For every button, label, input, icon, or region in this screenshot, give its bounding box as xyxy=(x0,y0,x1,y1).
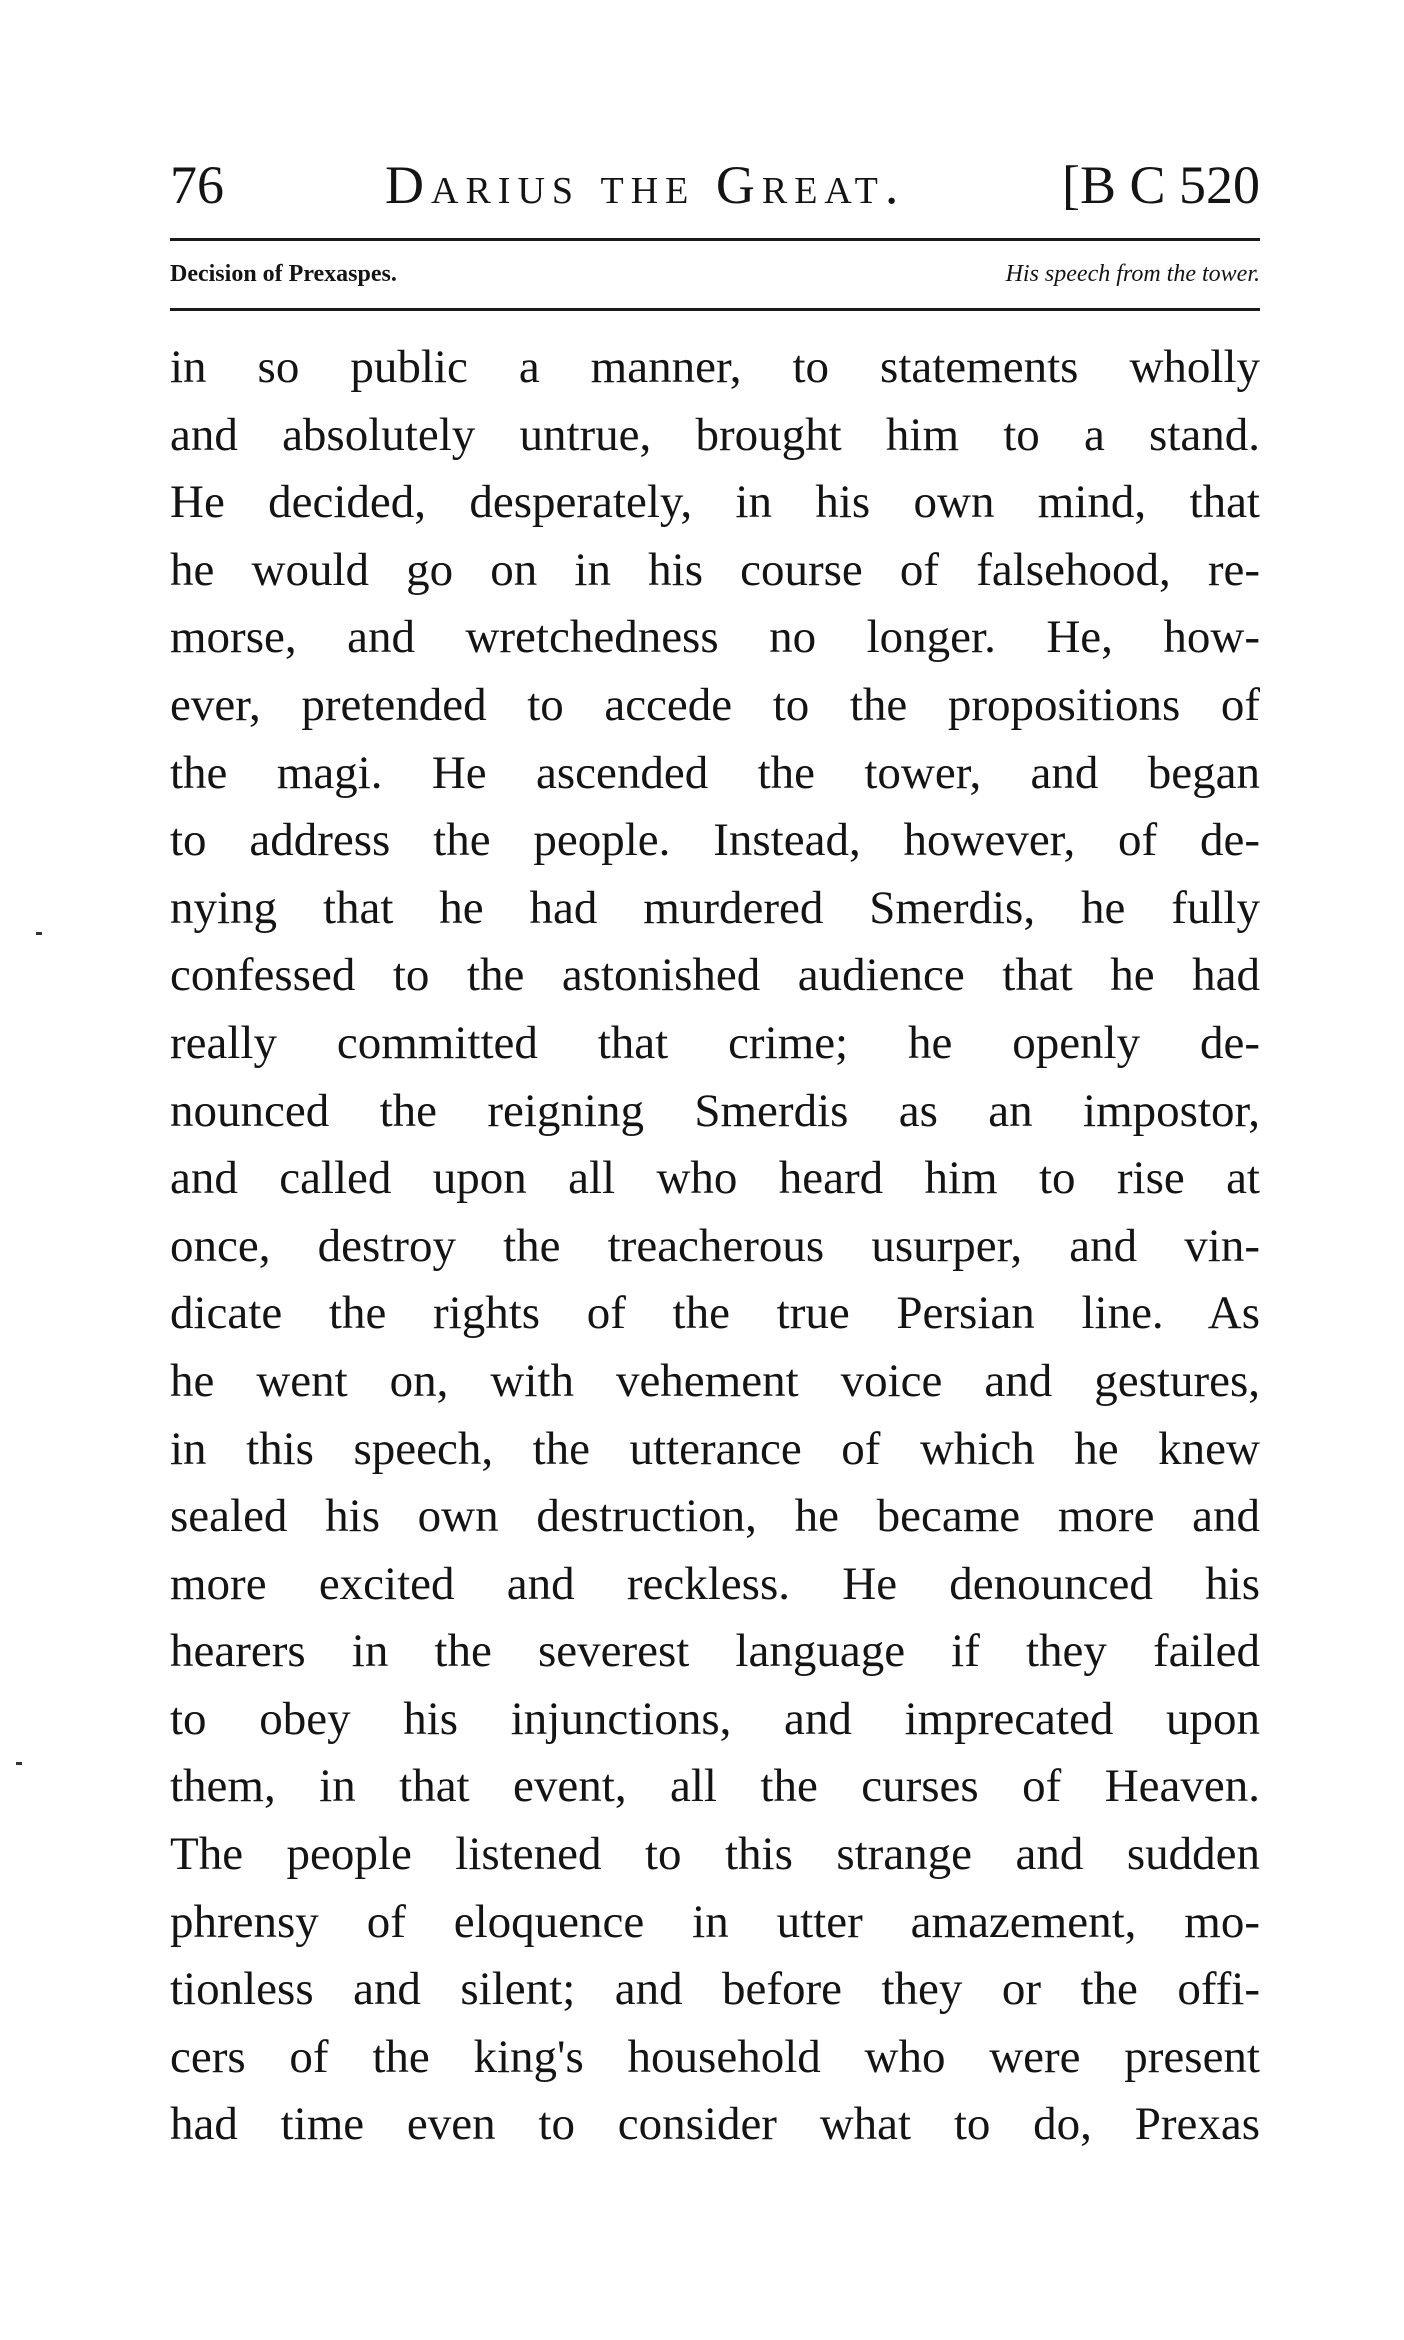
running-head xyxy=(170,150,1260,220)
text-line: to address the people. Instead, however, of de- xyxy=(170,814,1260,867)
page-number: 76 xyxy=(170,155,224,215)
text-line: confessed to the astonished audience that he had xyxy=(170,949,1260,1002)
header-rule-bottom xyxy=(170,308,1260,311)
text-line: once, destroy the treacherous usurper, and vin- xyxy=(170,1219,1260,1272)
text-line: he went on, with vehement voice and gestures, xyxy=(170,1354,1260,1407)
text-line: cers of the king's household who were present xyxy=(170,2030,1260,2083)
text-line: more excited and reckless. He denounced his xyxy=(170,1557,1260,1610)
text-line: ever, pretended to accede to the propositions of xyxy=(170,678,1260,731)
text-line: tionless and silent; and before they or the offi- xyxy=(170,1963,1260,2016)
text-line: hearers in the severest language if they failed xyxy=(170,1625,1260,1678)
body-text xyxy=(170,334,1260,2159)
text-line: morse, and wretchedness no longer. He, how- xyxy=(170,611,1260,664)
side-notes xyxy=(170,254,1260,294)
text-line: really committed that crime; he openly de- xyxy=(170,1016,1260,1069)
book-title: Darius the Great. xyxy=(385,155,906,215)
header-rule-top xyxy=(170,238,1260,241)
text-line: he would go on in his course of falsehood, re- xyxy=(170,543,1260,596)
text-line: and called upon all who heard him to rise at xyxy=(170,1152,1260,1205)
text-line: them, in that event, all the curses of Heaven. xyxy=(170,1760,1260,1813)
text-line: to obey his injunctions, and imprecated upon xyxy=(170,1692,1260,1745)
text-line: had time even to consider what to do, Prexas xyxy=(170,2098,1260,2151)
date-marker: [B C 520 xyxy=(1061,155,1260,215)
side-note-left: Decision of Prexaspes. xyxy=(170,261,397,287)
text-line: dicate the rights of the true Persian line. As xyxy=(170,1287,1260,1340)
side-note-right: His speech from the tower. xyxy=(1005,261,1260,287)
text-line: nounced the reigning Smerdis as an impostor, xyxy=(170,1084,1260,1137)
text-line: and absolutely untrue, brought him to a stand. xyxy=(170,408,1260,461)
text-line: phrensy of eloquence in utter amazement, mo- xyxy=(170,1895,1260,1948)
text-line: He decided, desperately, in his own mind, that xyxy=(170,476,1260,529)
scan-speck xyxy=(36,932,42,935)
text-line: sealed his own destruction, he became more and xyxy=(170,1490,1260,1543)
scan-speck xyxy=(16,1762,22,1765)
text-line: nying that he had murdered Smerdis, he fully xyxy=(170,881,1260,934)
text-line: The people listened to this strange and sudden xyxy=(170,1828,1260,1881)
text-line: the magi. He ascended the tower, and began xyxy=(170,746,1260,799)
text-line: in so public a manner, to statements wholly xyxy=(170,341,1260,393)
text-line: in this speech, the utterance of which he knew xyxy=(170,1422,1260,1475)
